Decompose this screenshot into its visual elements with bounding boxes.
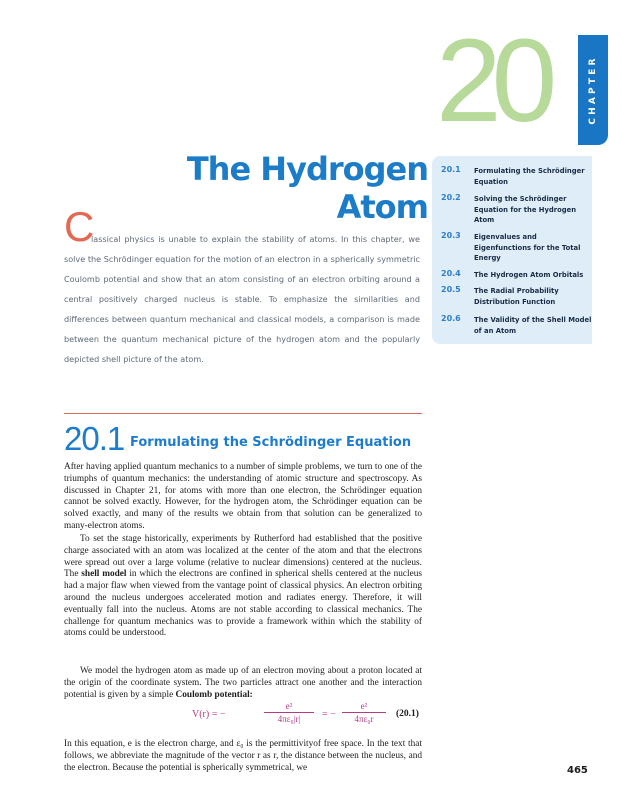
intro-paragraph: lassical physics is unable to explain the stability of atoms. In this chapter, we solve the Schrödinger equation for the motion of an electron in a spherically symmetric Coulomb potential and show that an atom consisting of an electron orbiting around a central positively charged nucleus is stable. To emphasize the similarities and differences between quantum mechanical and classical models, a comparison is made between the quantum mechanical picture of the hydrogen atom and the popularly depicted shell picture of the atom. [64, 234, 420, 364]
chapter-number: 20 [436, 15, 548, 147]
key-term: shell model [81, 569, 127, 580]
key-term: Coulomb potential: [175, 689, 253, 700]
chapter-tab [578, 35, 608, 145]
paragraph-text: To set the stage historically, experiments by Rutherford had established that the positive charge associated with an atom was localized at the center of the atom and that the electrons were spread out over a large volume (relative to nuclear dimensions) centered at the nucleus. The [64, 534, 422, 580]
toc-item-number: 20.5 [441, 285, 461, 294]
toc-item-title: Solving the Schrödinger Equation for the Hydrogen Atom [474, 195, 577, 224]
chapter-contents [432, 156, 592, 344]
fraction-numerator: e² [342, 701, 386, 713]
toc-item-title: The Validity of the Shell Model of an Atom [474, 316, 592, 335]
paragraph-text: in which the electrons are confined in spherical shells centered at the nucleus had a major flaw when viewed from the vantage point of classical physics. An electron orbiting around the nucleus undergoes accelerated motion and radiates energy. Therefore, it will eventually fall into the nucleus. Atoms are not stable according to classical mechanics. The challenge for quantum mechanics was to provide a framework within which the stability of atoms could be understood. [64, 569, 423, 639]
equation-fraction [264, 701, 314, 724]
page-number: 465 [567, 765, 588, 776]
toc-item-title: Formulating the Schrödinger Equation [474, 167, 585, 186]
body-paragraph [64, 534, 422, 640]
toc-item-title: Eigenvalues and Eigenfunctions for the Total Energy [474, 233, 581, 262]
toc-item-number: 20.4 [441, 269, 461, 278]
toc-item-title: The Hydrogen Atom Orbitals [474, 271, 584, 279]
section-divider [64, 413, 422, 414]
equation-20-1 [64, 701, 424, 733]
equation-fraction [342, 701, 386, 724]
section-title: Formulating the Schrödinger Equation [130, 435, 412, 450]
body-paragraph: In this equation, e is the electron charge, and ε₀ is the permittivityof free space. In the text that follows, we abbreviate the magnitude of the vector r as r, the distance between the nucleus, and the electron. Because the potential is spherically symmetrical, we [64, 739, 422, 773]
section-number: 20.1 [64, 420, 125, 457]
paragraph-text: We model the hydrogen atom as made up of an electron moving about a proton located at the origin of the coordinate system. The two particles attract one another and the interaction potential is given by a simple [64, 666, 422, 700]
fraction-numerator: e² [264, 701, 314, 713]
equation-equals: = − [322, 709, 336, 720]
toc-item-title: The Radial Probability Distribution Function [474, 287, 559, 306]
toc-item-number: 20.2 [441, 193, 461, 202]
chapter-title: The Hydrogen Atom [186, 150, 428, 226]
fraction-denominator: 4πε₀|r| [277, 714, 301, 724]
body-paragraph: After having applied quantum mechanics to a number of simple problems, we turn to one of the triumphs of quantum mechanics: the understanding of atomic structure and spectroscopy. As discussed in Chapter 21, for atoms with more than one electron, the Schrödinger equation cannot be solved exactly. However, for the hydrogen atom, the Schrödinger equation can be solved exactly, and many of the results we obtain from that solution can be generalized to many-electron atoms. [64, 462, 422, 531]
toc-item-number: 20.1 [441, 165, 461, 174]
body-paragraph [64, 666, 422, 701]
chapter-label: CHAPTER [588, 55, 598, 125]
equation-lhs: V(r) = − [192, 709, 226, 720]
intro-drop-cap: C [64, 203, 95, 250]
fraction-denominator: 4πε₀r [354, 714, 374, 724]
toc-item-number: 20.3 [441, 231, 461, 240]
equation-number: (20.1) [396, 709, 419, 719]
toc-item-number: 20.6 [441, 314, 461, 323]
